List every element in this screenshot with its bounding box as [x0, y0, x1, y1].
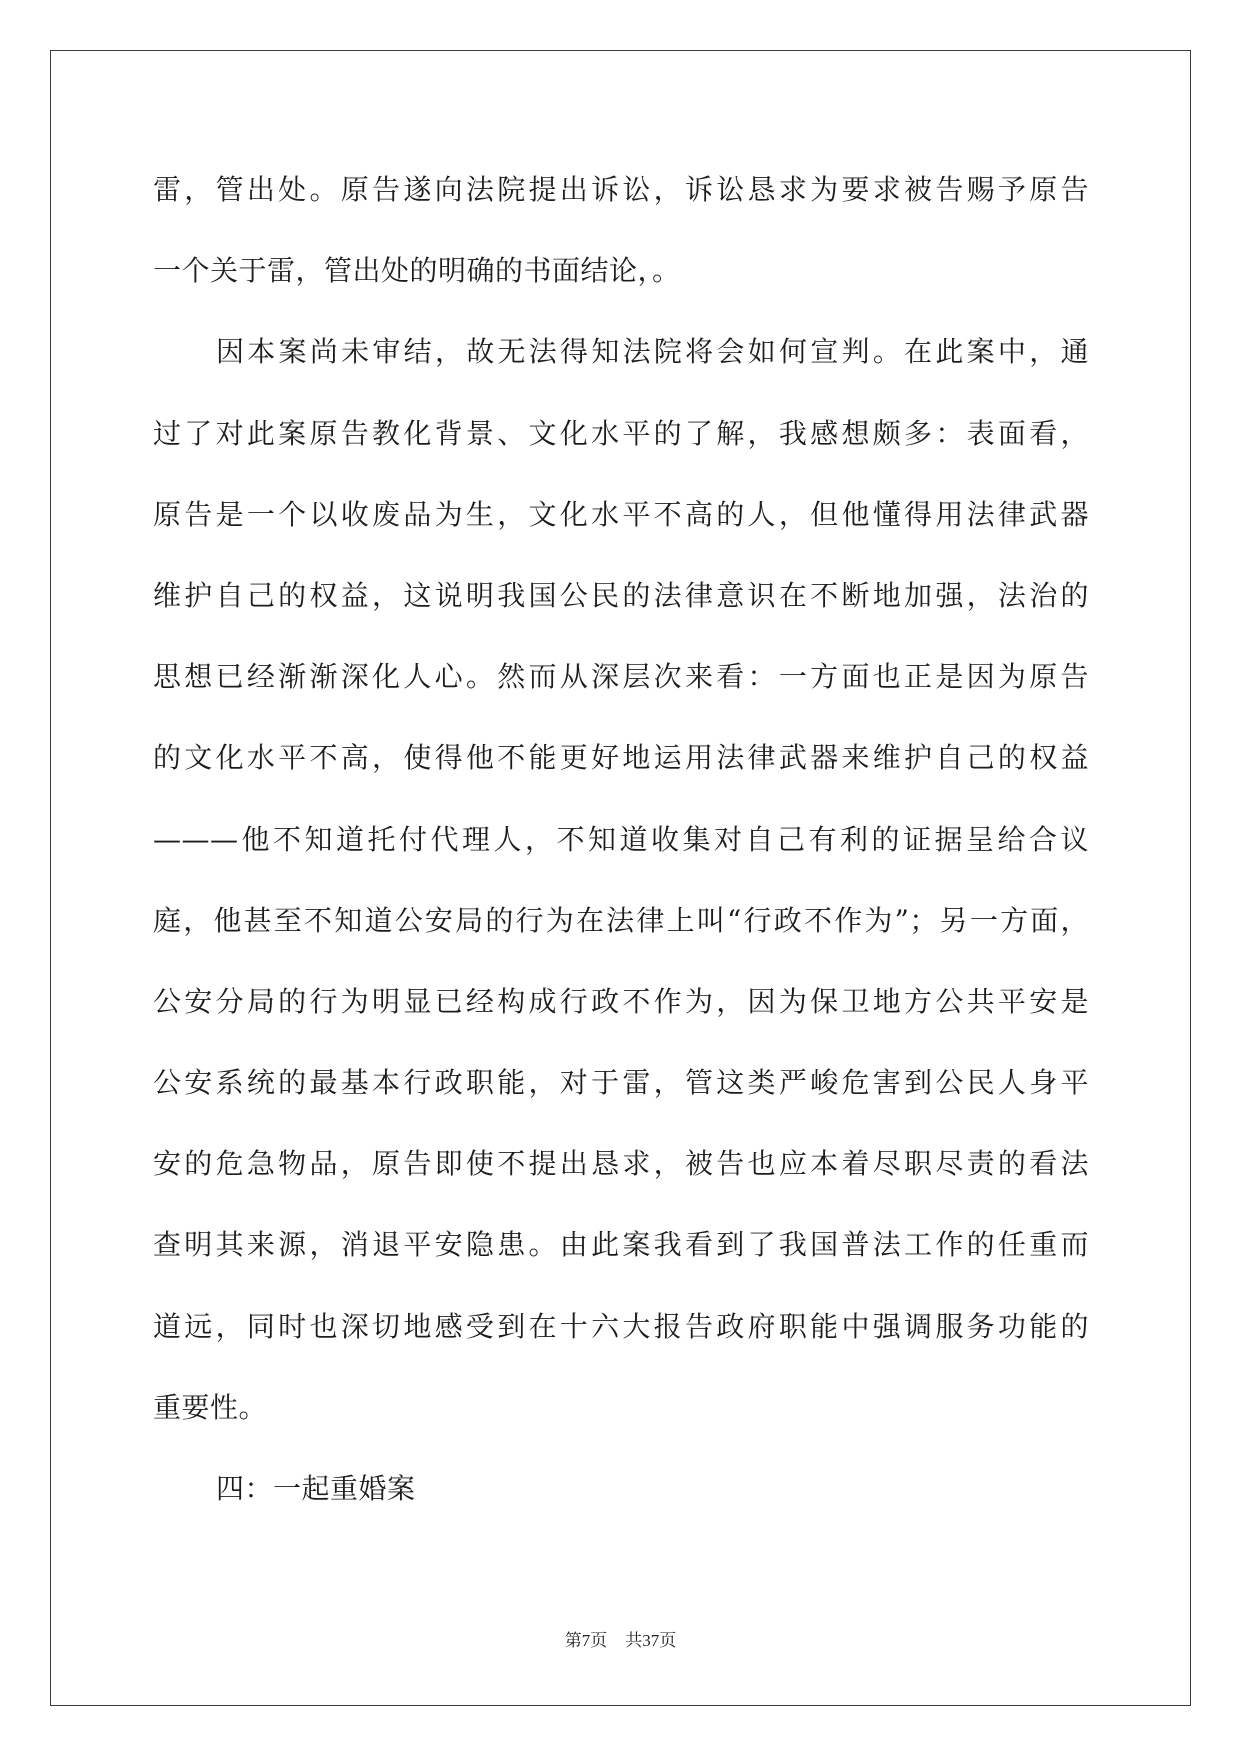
text-line: 维护自己的权益，这说明我国公民的法律意识在不断地加强，法治的	[153, 578, 1089, 612]
text-line: 四：一起重婚案	[216, 1472, 416, 1505]
text-line: 雷，管出处。原告遂向法院提出诉讼，诉讼恳求为要求被告赐予原告	[153, 173, 1089, 206]
text-line: 公安分局的行为明显已经构成行政不作为，因为保卫地方公共平安是	[153, 984, 1089, 1018]
text-line: 重要性。	[153, 1390, 268, 1424]
paragraph	[153, 311, 1089, 1448]
text-line: 查明其来源，消退平安隐患。由此案我看到了我国普法工作的任重而	[153, 1228, 1089, 1262]
text-line: 因本案尚未审结，故无法得知法院将会如何宣判。在此案中，通	[216, 335, 1089, 369]
text-line: 原告是一个以收废品为生，文化水平不高的人，但他懂得用法律武器	[153, 497, 1089, 531]
text-line: 一个关于雷，管出处的明确的书面结论，。	[153, 254, 681, 288]
paragraph	[153, 149, 1089, 311]
text-line: 的文化水平不高，使得他不能更好地运用法律武器来维护自己的权益	[153, 741, 1089, 775]
text-line: ———他不知道托付代理人，不知道收集对自己有利的证据呈给合议	[153, 822, 1089, 856]
text-line: 过了对此案原告教化背景、文化水平的了解，我感想颇多：表面看，	[153, 416, 1089, 450]
page-footer	[0, 1628, 1241, 1654]
body-text	[153, 149, 1089, 1529]
text-line: 道远，同时也深切地感受到在十六大报告政府职能中强调服务功能的	[153, 1309, 1089, 1343]
page-total: 共37页	[625, 1631, 677, 1650]
section-heading	[153, 1448, 1089, 1529]
page-number: 第7页	[564, 1631, 608, 1650]
text-line: 安的危急物品，原告即使不提出恳求，被告也应本着尽职尽责的看法	[153, 1147, 1089, 1181]
text-line: 庭，他甚至不知道公安局的行为在法律上叫“行政不作为”；另一方面，	[153, 903, 1089, 937]
text-line: 思想已经渐渐深化人心。然而从深层次来看：一方面也正是因为原告	[153, 660, 1089, 694]
text-line: 公安系统的最基本行政职能，对于雷，管这类严峻危害到公民人身平	[153, 1066, 1089, 1100]
